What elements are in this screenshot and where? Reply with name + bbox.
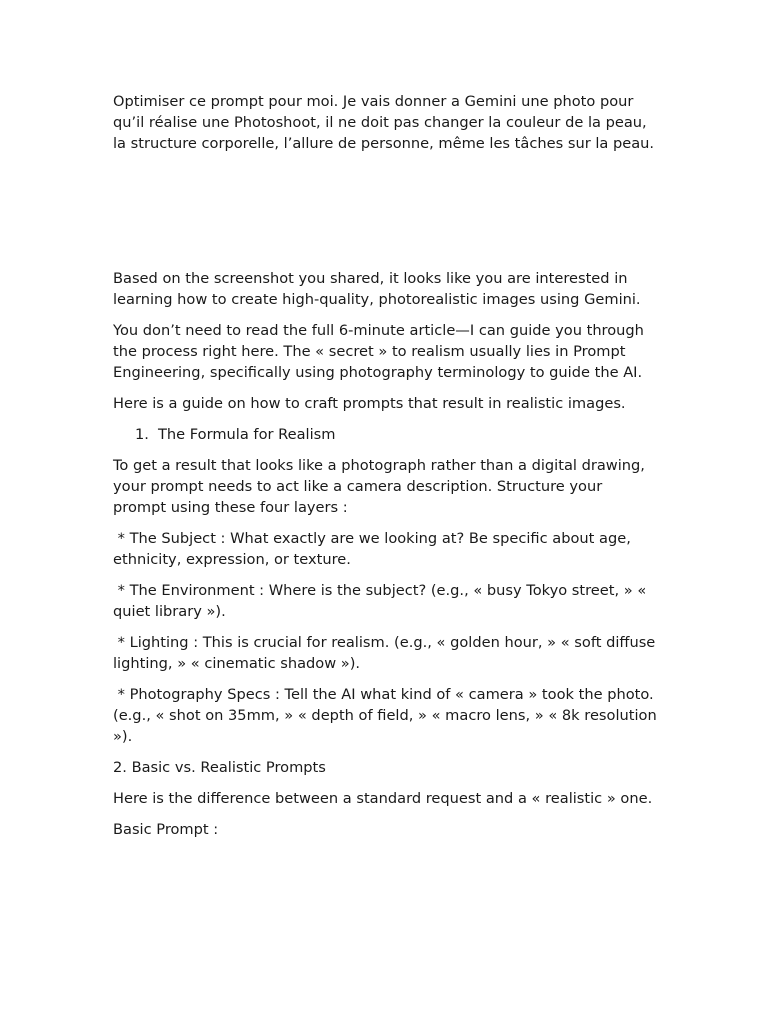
section2-intro: Here is the difference between a standard request and a « realistic » one. <box>113 790 653 807</box>
paragraph-intro: Based on the screenshot you shared, it looks like you are interested in learning how to create high-quality, photorealistic images using Gemini. <box>113 270 641 308</box>
layer-subject: * The Subject : What exactly are we looking at? Be specific about age, ethnicity, expression, or texture. <box>113 530 636 568</box>
basic-prompt-label: Basic Prompt : <box>113 821 219 838</box>
section-heading-prompts: 2. Basic vs. Realistic Prompts <box>113 759 326 776</box>
spacer <box>113 164 658 268</box>
section-title: The Formula for Realism <box>158 426 336 443</box>
user-request: Optimiser ce prompt pour moi. Je vais donner a Gemini une photo pour qu’il réalise une Photoshoot, il ne doit pas changer la couleur de la peau, la structure corporelle, l’allure de personne, même les tâches sur la peau. <box>113 93 655 152</box>
formula-intro: To get a result that looks like a photograph rather than a digital drawing, your prompt needs to act like a camera description. Structure your prompt using these four layers : <box>113 457 645 516</box>
section-number: 1. <box>135 426 149 443</box>
layer-lighting: * Lighting : This is crucial for realism. (e.g., « golden hour, » « soft diffuse lighting, » « cinematic shadow »). <box>113 634 660 672</box>
paragraph-guide: You don’t need to read the full 6-minute article—I can guide you through the process right here. The « secret » to realism usually lies in Prompt Engineering, specifically using photography terminology to guide the AI. <box>113 322 644 381</box>
layer-environment: * The Environment : Where is the subject? (e.g., « busy Tokyo street, » « quiet library »). <box>113 582 651 620</box>
layer-photography-specs: * Photography Specs : Tell the AI what kind of « camera » took the photo. (e.g., « shot on 35mm, » « depth of field, » « macro lens, » « 8k resolution »). <box>113 686 662 745</box>
paragraph-how-to: Here is a guide on how to craft prompts that result in realistic images. <box>113 395 626 412</box>
document-page <box>113 91 662 850</box>
section-heading-formula <box>113 424 658 445</box>
